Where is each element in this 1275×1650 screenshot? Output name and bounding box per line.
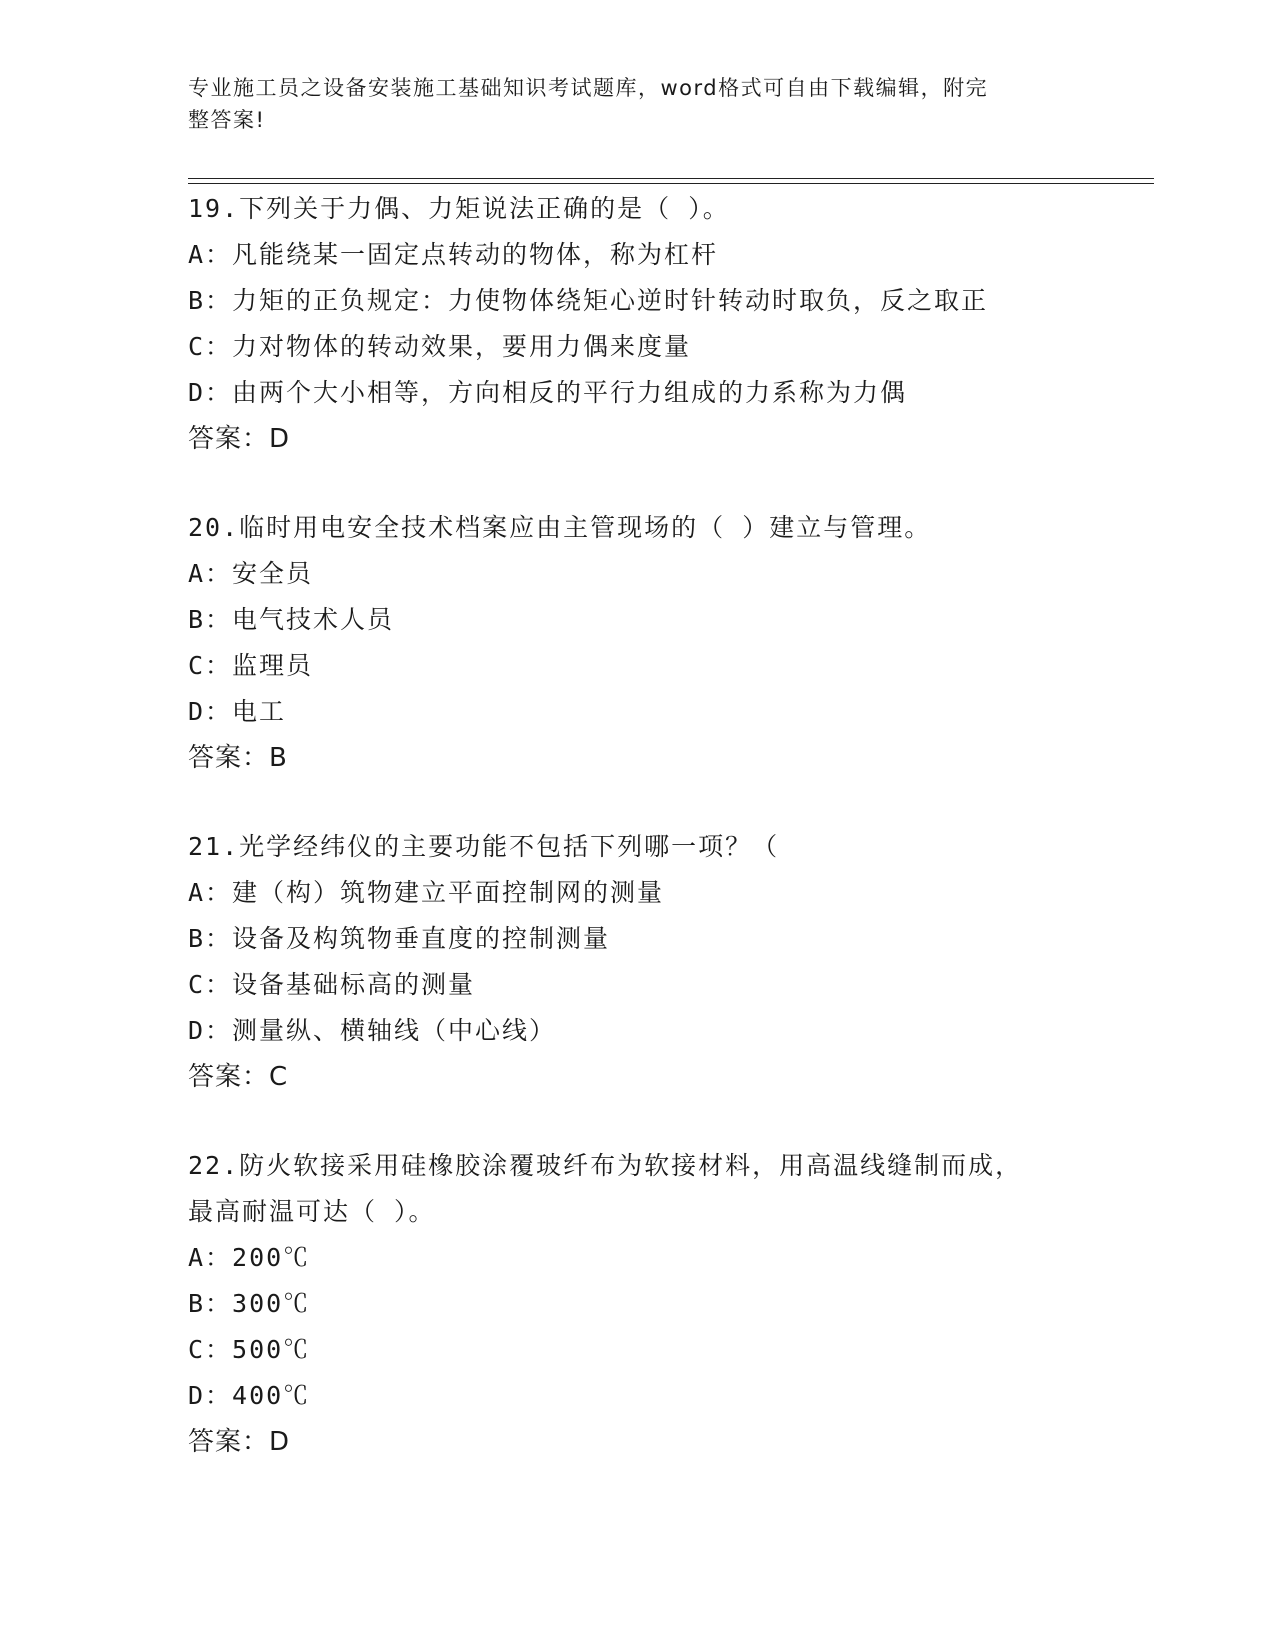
question-22 [188,1143,1128,1465]
question-stem: 19.下列关于力偶、力矩说法正确的是（ ）。 [188,194,730,223]
header-divider-top [188,178,1154,179]
option-a: A：凡能绕某一固定点转动的物体，称为杠杆 [188,240,719,269]
option-d: D：测量纵、横轴线（中心线） [188,1016,557,1045]
option-a: A：安全员 [188,559,314,588]
question-21 [188,824,1128,1100]
header-line-2: 整答案! [188,108,266,132]
option-c: C：500℃ [188,1335,311,1364]
question-20 [188,505,1128,781]
answer: 答案：B [188,743,288,773]
answer: 答案：D [188,1427,291,1457]
option-b: B：力矩的正负规定：力使物体绕矩心逆时针转动时取负，反之取正 [188,286,989,315]
option-d: D：由两个大小相等，方向相反的平行力组成的力系称为力偶 [188,378,908,407]
option-b: B：设备及构筑物垂直度的控制测量 [188,924,611,953]
document-header [188,72,1068,136]
option-d: D：400℃ [188,1381,311,1410]
question-stem: 20.临时用电安全技术档案应由主管现场的（ ）建立与管理。 [188,513,932,542]
option-b: B：电气技术人员 [188,605,395,634]
option-c: C：设备基础标高的测量 [188,970,476,999]
question-stem-line-2: 最高耐温可达（ ）。 [188,1197,436,1226]
option-a: A：建（构）筑物建立平面控制网的测量 [188,878,665,907]
option-d: D：电工 [188,697,287,726]
header-divider-bottom [188,183,1154,184]
answer: 答案：D [188,424,291,454]
question-stem: 21.光学经纬仪的主要功能不包括下列哪一项？（ [188,832,780,861]
option-b: B：300℃ [188,1289,311,1318]
option-a: A：200℃ [188,1243,311,1272]
header-line-1: 专业施工员之设备安装施工基础知识考试题库，word格式可自由下载编辑，附完 [188,76,989,100]
question-stem-line-1: 22.防火软接采用硅橡胶涂覆玻纤布为软接材料，用高温线缝制而成， [188,1151,1023,1180]
option-c: C：监理员 [188,651,314,680]
answer: 答案：C [188,1062,289,1092]
question-19 [188,186,1128,462]
option-c: C：力对物体的转动效果，要用力偶来度量 [188,332,692,361]
